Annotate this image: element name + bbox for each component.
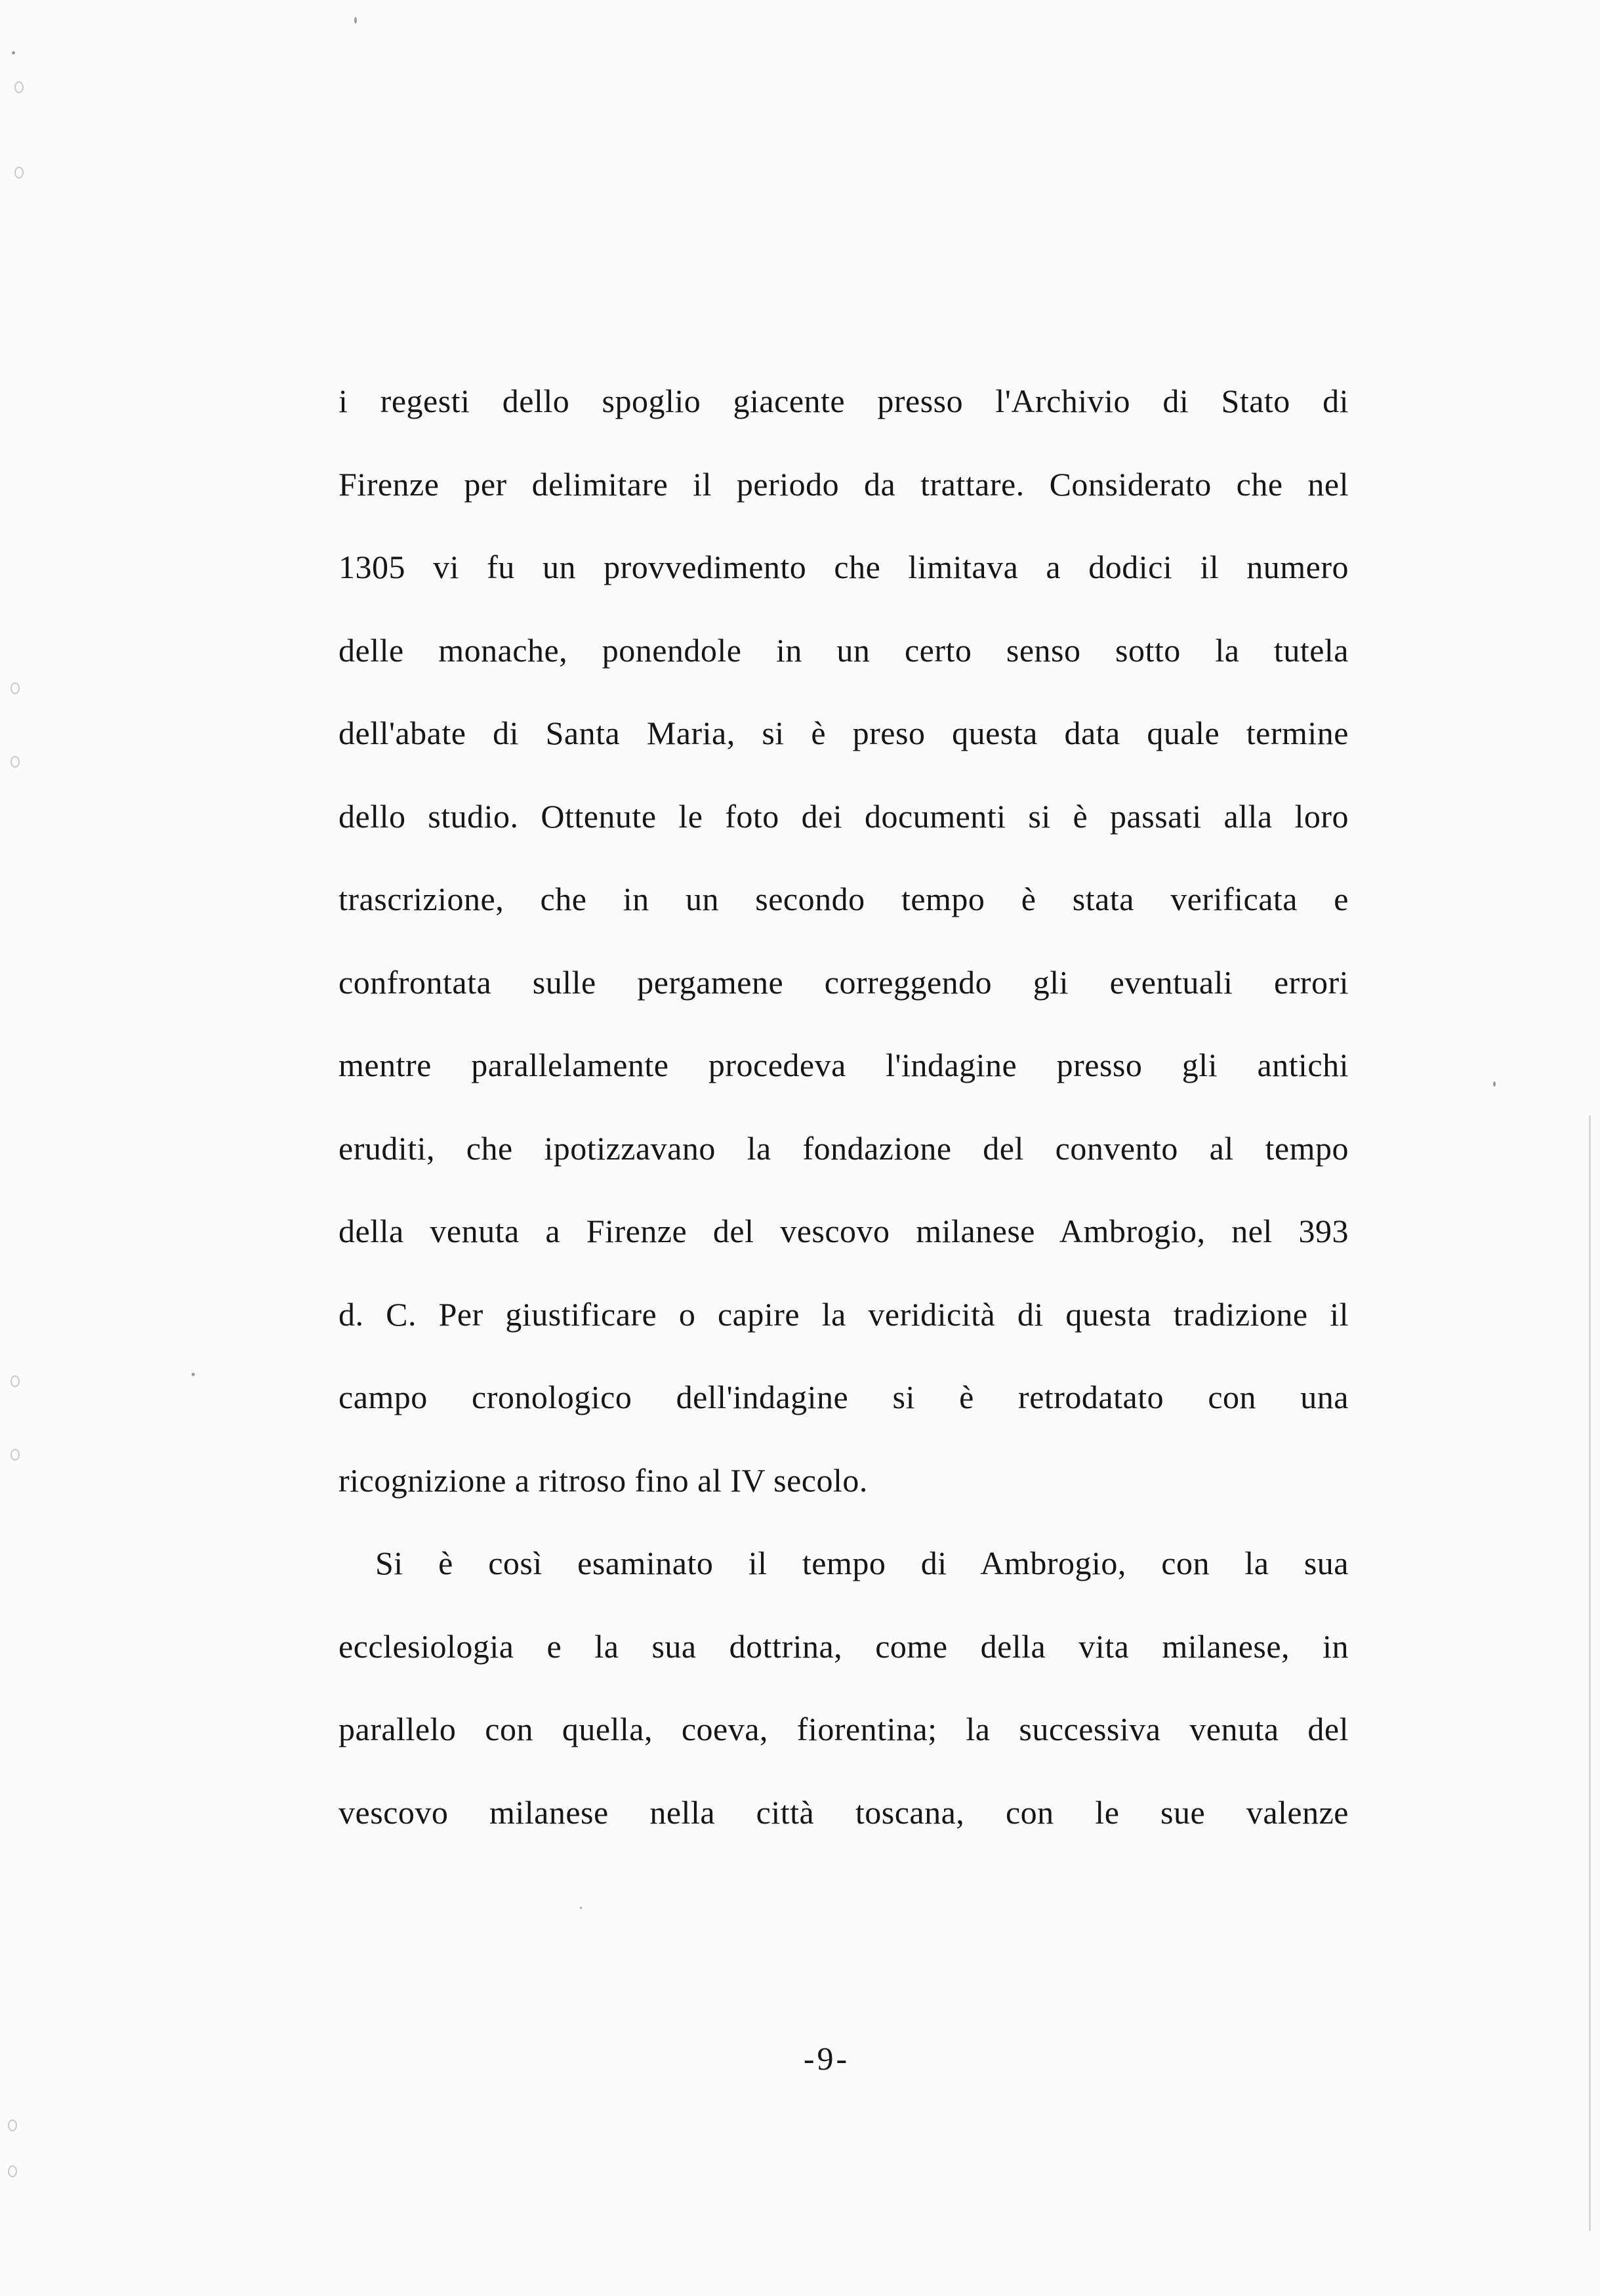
text-line: confrontata sulle pergamene correggendo gli eventuali errori	[338, 963, 1349, 1001]
text-line: ecclesiologia e la sua dottrina, come della vita milanese, in	[338, 1627, 1349, 1665]
scan-speck	[354, 17, 357, 24]
text-line: 1305 vi fu un provvedimento che limitava a dodici il numero	[338, 549, 1349, 585]
binder-hole	[8, 2119, 17, 2131]
body-text	[338, 360, 1349, 1854]
binder-hole	[10, 1449, 20, 1461]
text-line: mentre parallelamente procedeva l'indagine presso gli antichi	[338, 1047, 1349, 1083]
text-line: trascrizione, che in un secondo tempo è stata verificata e	[338, 881, 1349, 917]
text-line: parallelo con quella, coeva, fiorentina; la successiva venuta del	[338, 1711, 1349, 1747]
text-line: d. C. Per giustificare o capire la veridicità di questa tradizione il	[338, 1295, 1349, 1333]
page-number: -9-	[803, 2040, 850, 2077]
text-line: ricognizione a ritroso fino al IV secolo.	[338, 1461, 868, 1499]
text-line: Si è così esaminato il tempo di Ambrogio, con la sua	[375, 1545, 1349, 1581]
binder-hole	[10, 682, 20, 694]
text-line: campo cronologico dell'indagine si è retrodatato con una	[338, 1379, 1349, 1415]
text-line: dello studio. Ottenute le foto dei documenti si è passati alla loro	[338, 797, 1349, 835]
scan-speck	[192, 1373, 195, 1376]
text-line: delle monache, ponendole in un certo senso sotto la tutela	[338, 631, 1349, 669]
binder-hole	[10, 1375, 20, 1387]
page-edge-shadow	[1589, 1116, 1591, 2231]
text-line: dell'abate di Santa Maria, si è preso questa data quale termine	[338, 715, 1349, 751]
text-line: i regesti dello spoglio giacente presso l'Archivio di Stato di	[338, 383, 1349, 419]
scan-speck	[1493, 1081, 1496, 1087]
text-line: della venuta a Firenze del vescovo milanese Ambrogio, nel 393	[338, 1213, 1349, 1249]
text-line: Firenze per delimitare il periodo da trattare. Considerato che nel	[338, 465, 1349, 503]
binder-hole	[8, 2165, 17, 2177]
binder-hole	[14, 81, 24, 93]
binder-hole	[14, 167, 24, 178]
scan-speck	[580, 1907, 582, 1909]
scan-speck	[12, 51, 15, 54]
text-line: eruditi, che ipotizzavano la fondazione del convento al tempo	[338, 1129, 1349, 1167]
text-line: vescovo milanese nella città toscana, con le sue valenze	[338, 1793, 1349, 1831]
binder-hole	[10, 756, 20, 768]
